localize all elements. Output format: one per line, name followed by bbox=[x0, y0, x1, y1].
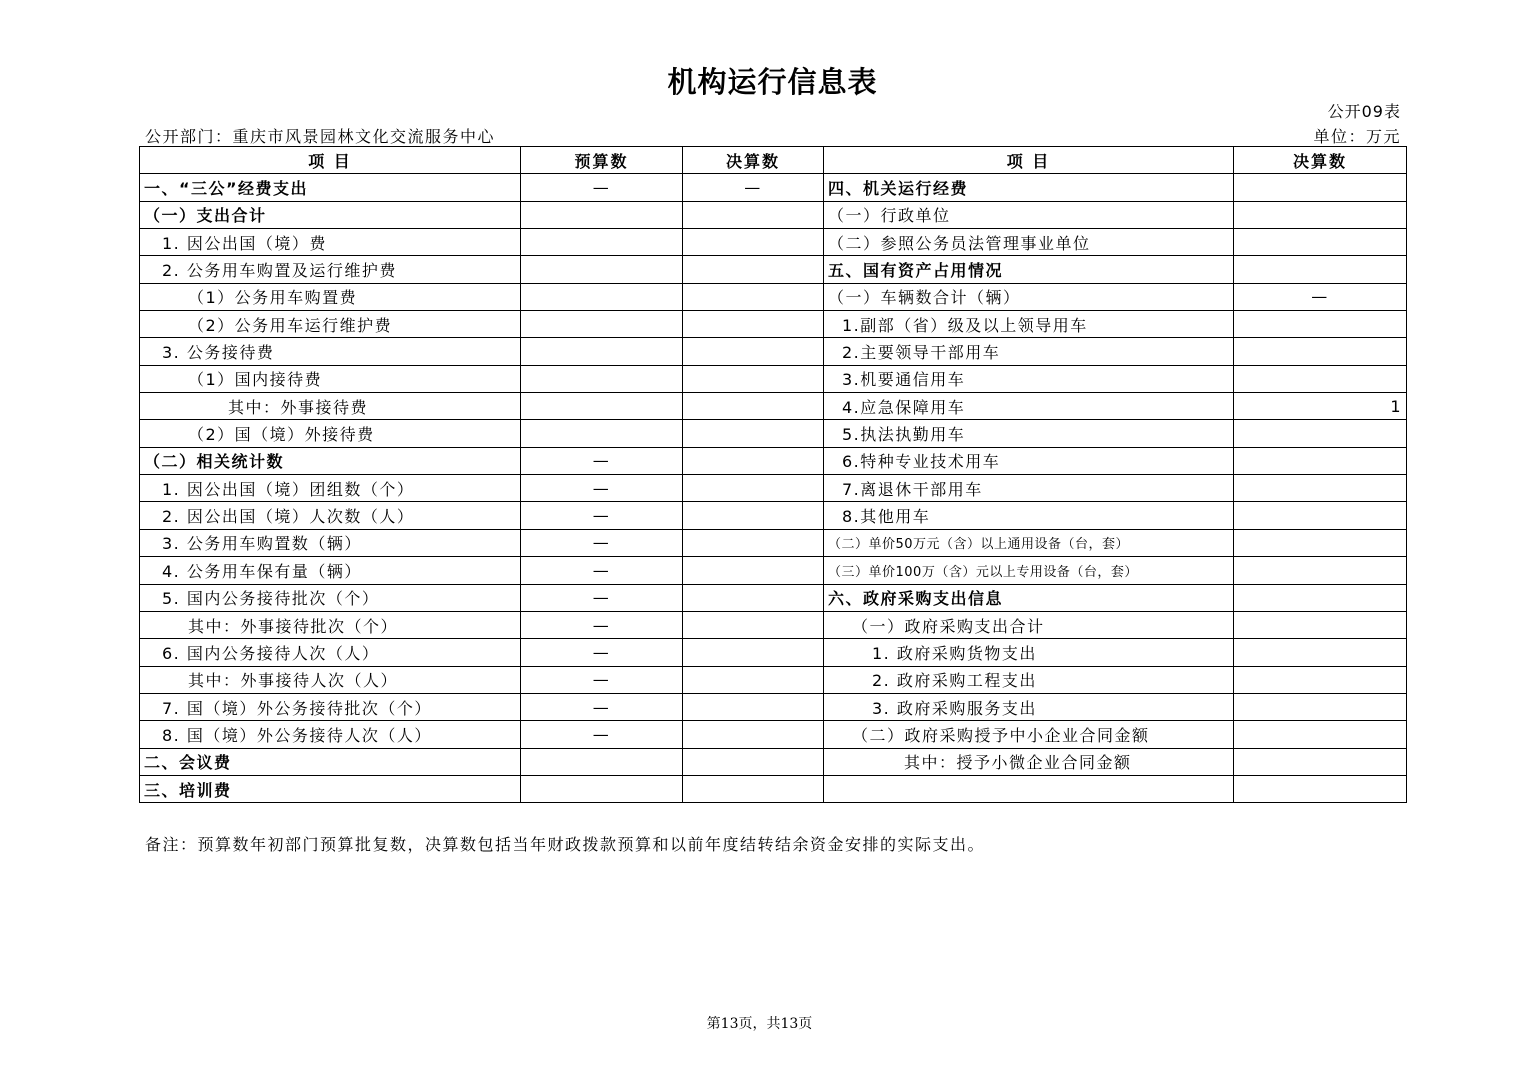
row-final-left bbox=[683, 447, 824, 474]
row-budget: — bbox=[521, 666, 683, 693]
row-final-left bbox=[683, 201, 824, 228]
row-final-left bbox=[683, 557, 824, 584]
row-final-left bbox=[683, 338, 824, 365]
row-final-left bbox=[683, 475, 824, 502]
row-final-left bbox=[683, 502, 824, 529]
row-budget bbox=[521, 775, 683, 802]
row-item-left: （2）国（境）外接待费 bbox=[140, 420, 521, 447]
header-final-right: 决算数 bbox=[1234, 147, 1407, 174]
row-item-left: 其中：外事接待人次（人） bbox=[140, 666, 521, 693]
row-budget: — bbox=[521, 174, 683, 201]
table-row bbox=[140, 283, 1407, 310]
form-number: 公开09表 bbox=[1327, 102, 1401, 121]
row-item-right: （三）单价100万（含）元以上专用设备（台，套） bbox=[824, 557, 1234, 584]
table-row bbox=[140, 748, 1407, 775]
row-item-left: 3. 公务用车购置数（辆） bbox=[140, 529, 521, 556]
row-budget bbox=[521, 393, 683, 420]
row-budget: — bbox=[521, 611, 683, 638]
row-item-right: 8.其他用车 bbox=[824, 502, 1234, 529]
row-item-left: 2. 因公出国（境）人次数（人） bbox=[140, 502, 521, 529]
row-item-right: 2.主要领导干部用车 bbox=[824, 338, 1234, 365]
row-final-right bbox=[1234, 775, 1407, 802]
row-item-left: 3. 公务接待费 bbox=[140, 338, 521, 365]
row-item-left: 1. 因公出国（境）团组数（个） bbox=[140, 475, 521, 502]
row-final-right bbox=[1234, 420, 1407, 447]
row-item-right: 7.离退休干部用车 bbox=[824, 475, 1234, 502]
row-item-right: 3.机要通信用车 bbox=[824, 365, 1234, 392]
row-item-right: 2. 政府采购工程支出 bbox=[824, 666, 1234, 693]
table-header-row bbox=[140, 147, 1407, 174]
header-budget: 预算数 bbox=[521, 147, 683, 174]
row-item-right: （二）单价50万元（含）以上通用设备（台，套） bbox=[824, 529, 1234, 556]
row-final-left bbox=[683, 311, 824, 338]
row-item-left: 一、“三公”经费支出 bbox=[140, 174, 521, 201]
header-final-left: 决算数 bbox=[683, 147, 824, 174]
row-final-left bbox=[683, 611, 824, 638]
row-item-right: 1. 政府采购货物支出 bbox=[824, 639, 1234, 666]
row-item-left: （1）国内接待费 bbox=[140, 365, 521, 392]
row-final-right bbox=[1234, 365, 1407, 392]
header-item-left: 项 目 bbox=[140, 147, 521, 174]
row-budget bbox=[521, 748, 683, 775]
table-row bbox=[140, 502, 1407, 529]
department-label: 公开部门：重庆市风景园林文化交流服务中心 bbox=[145, 127, 496, 146]
row-budget bbox=[521, 365, 683, 392]
row-final-right bbox=[1234, 666, 1407, 693]
row-final-left: — bbox=[683, 174, 824, 201]
row-final-right: 1 bbox=[1234, 393, 1407, 420]
row-final-right bbox=[1234, 693, 1407, 720]
row-final-right bbox=[1234, 721, 1407, 748]
row-item-left: 2. 公务用车购置及运行维护费 bbox=[140, 256, 521, 283]
row-final-right bbox=[1234, 611, 1407, 638]
row-item-left: 1. 因公出国（境）费 bbox=[140, 229, 521, 256]
row-final-right bbox=[1234, 502, 1407, 529]
table-row bbox=[140, 639, 1407, 666]
row-final-left bbox=[683, 529, 824, 556]
info-table bbox=[139, 146, 1407, 803]
row-item-left: 其中：外事接待批次（个） bbox=[140, 611, 521, 638]
row-final-left bbox=[683, 693, 824, 720]
page-title: 机构运行信息表 bbox=[667, 65, 878, 99]
table-row bbox=[140, 666, 1407, 693]
row-budget: — bbox=[521, 447, 683, 474]
row-item-left: 其中：外事接待费 bbox=[140, 393, 521, 420]
row-budget: — bbox=[521, 557, 683, 584]
table-row bbox=[140, 420, 1407, 447]
row-final-right bbox=[1234, 748, 1407, 775]
row-budget: — bbox=[521, 639, 683, 666]
row-final-left bbox=[683, 365, 824, 392]
table-row bbox=[140, 475, 1407, 502]
table-note: 备注：预算数年初部门预算批复数，决算数包括当年财政拨款预算和以前年度结转结余资金安排的实际支出。 bbox=[145, 835, 986, 854]
row-item-right: （一）行政单位 bbox=[824, 201, 1234, 228]
row-final-left bbox=[683, 283, 824, 310]
row-item-right: （二）政府采购授予中小企业合同金额 bbox=[824, 721, 1234, 748]
row-final-left bbox=[683, 666, 824, 693]
table-row bbox=[140, 721, 1407, 748]
row-item-left: 4. 公务用车保有量（辆） bbox=[140, 557, 521, 584]
row-item-left: （1）公务用车购置费 bbox=[140, 283, 521, 310]
row-final-right bbox=[1234, 311, 1407, 338]
row-final-left bbox=[683, 420, 824, 447]
row-budget bbox=[521, 311, 683, 338]
row-budget bbox=[521, 283, 683, 310]
row-item-right: 3. 政府采购服务支出 bbox=[824, 693, 1234, 720]
row-final-right bbox=[1234, 475, 1407, 502]
row-item-left: 8. 国（境）外公务接待人次（人） bbox=[140, 721, 521, 748]
table-row bbox=[140, 365, 1407, 392]
table-row bbox=[140, 174, 1407, 201]
row-final-left bbox=[683, 229, 824, 256]
table-row bbox=[140, 311, 1407, 338]
row-final-right bbox=[1234, 201, 1407, 228]
row-item-left: 6. 国内公务接待人次（人） bbox=[140, 639, 521, 666]
row-final-right bbox=[1234, 229, 1407, 256]
row-final-right bbox=[1234, 557, 1407, 584]
table-row bbox=[140, 338, 1407, 365]
row-item-right: （一）车辆数合计（辆） bbox=[824, 283, 1234, 310]
row-final-right bbox=[1234, 529, 1407, 556]
row-final-left bbox=[683, 775, 824, 802]
row-budget bbox=[521, 256, 683, 283]
table-row bbox=[140, 201, 1407, 228]
row-item-left: 7. 国（境）外公务接待批次（个） bbox=[140, 693, 521, 720]
row-budget: — bbox=[521, 475, 683, 502]
row-item-right: （二）参照公务员法管理事业单位 bbox=[824, 229, 1234, 256]
row-item-left: 5. 国内公务接待批次（个） bbox=[140, 584, 521, 611]
row-final-left bbox=[683, 748, 824, 775]
row-item-right: 1.副部（省）级及以上领导用车 bbox=[824, 311, 1234, 338]
unit-label: 单位：万元 bbox=[1313, 127, 1401, 146]
row-final-right: — bbox=[1234, 283, 1407, 310]
row-final-right bbox=[1234, 256, 1407, 283]
row-item-left: （一）支出合计 bbox=[140, 201, 521, 228]
row-item-right: 六、政府采购支出信息 bbox=[824, 584, 1234, 611]
row-item-left: 三、培训费 bbox=[140, 775, 521, 802]
page-footer: 第13页，共13页 bbox=[706, 1016, 813, 1032]
table-row bbox=[140, 447, 1407, 474]
row-final-right bbox=[1234, 447, 1407, 474]
row-final-left bbox=[683, 639, 824, 666]
row-final-left bbox=[683, 584, 824, 611]
row-final-right bbox=[1234, 584, 1407, 611]
row-final-left bbox=[683, 256, 824, 283]
row-final-left bbox=[683, 393, 824, 420]
row-budget bbox=[521, 201, 683, 228]
row-item-right: 其中：授予小微企业合同金额 bbox=[824, 748, 1234, 775]
table-row bbox=[140, 256, 1407, 283]
table-row bbox=[140, 611, 1407, 638]
row-item-right: 四、机关运行经费 bbox=[824, 174, 1234, 201]
row-budget bbox=[521, 229, 683, 256]
row-final-right bbox=[1234, 639, 1407, 666]
row-final-right bbox=[1234, 174, 1407, 201]
row-final-right bbox=[1234, 338, 1407, 365]
row-item-right: 4.应急保障用车 bbox=[824, 393, 1234, 420]
row-final-left bbox=[683, 721, 824, 748]
row-item-left: （二）相关统计数 bbox=[140, 447, 521, 474]
table-row bbox=[140, 775, 1407, 802]
row-item-right: 6.特种专业技术用车 bbox=[824, 447, 1234, 474]
table-row bbox=[140, 229, 1407, 256]
row-item-right: 五、国有资产占用情况 bbox=[824, 256, 1234, 283]
row-item-right: 5.执法执勤用车 bbox=[824, 420, 1234, 447]
row-item-left: 二、会议费 bbox=[140, 748, 521, 775]
row-budget: — bbox=[521, 584, 683, 611]
row-budget bbox=[521, 420, 683, 447]
row-item-right bbox=[824, 775, 1234, 802]
row-budget bbox=[521, 338, 683, 365]
table-row bbox=[140, 393, 1407, 420]
table-row bbox=[140, 693, 1407, 720]
row-budget: — bbox=[521, 529, 683, 556]
row-budget: — bbox=[521, 721, 683, 748]
table-row bbox=[140, 584, 1407, 611]
row-budget: — bbox=[521, 693, 683, 720]
table-row bbox=[140, 557, 1407, 584]
table-row bbox=[140, 529, 1407, 556]
row-budget: — bbox=[521, 502, 683, 529]
row-item-left: （2）公务用车运行维护费 bbox=[140, 311, 521, 338]
header-item-right: 项 目 bbox=[824, 147, 1234, 174]
row-item-right: （一）政府采购支出合计 bbox=[824, 611, 1234, 638]
